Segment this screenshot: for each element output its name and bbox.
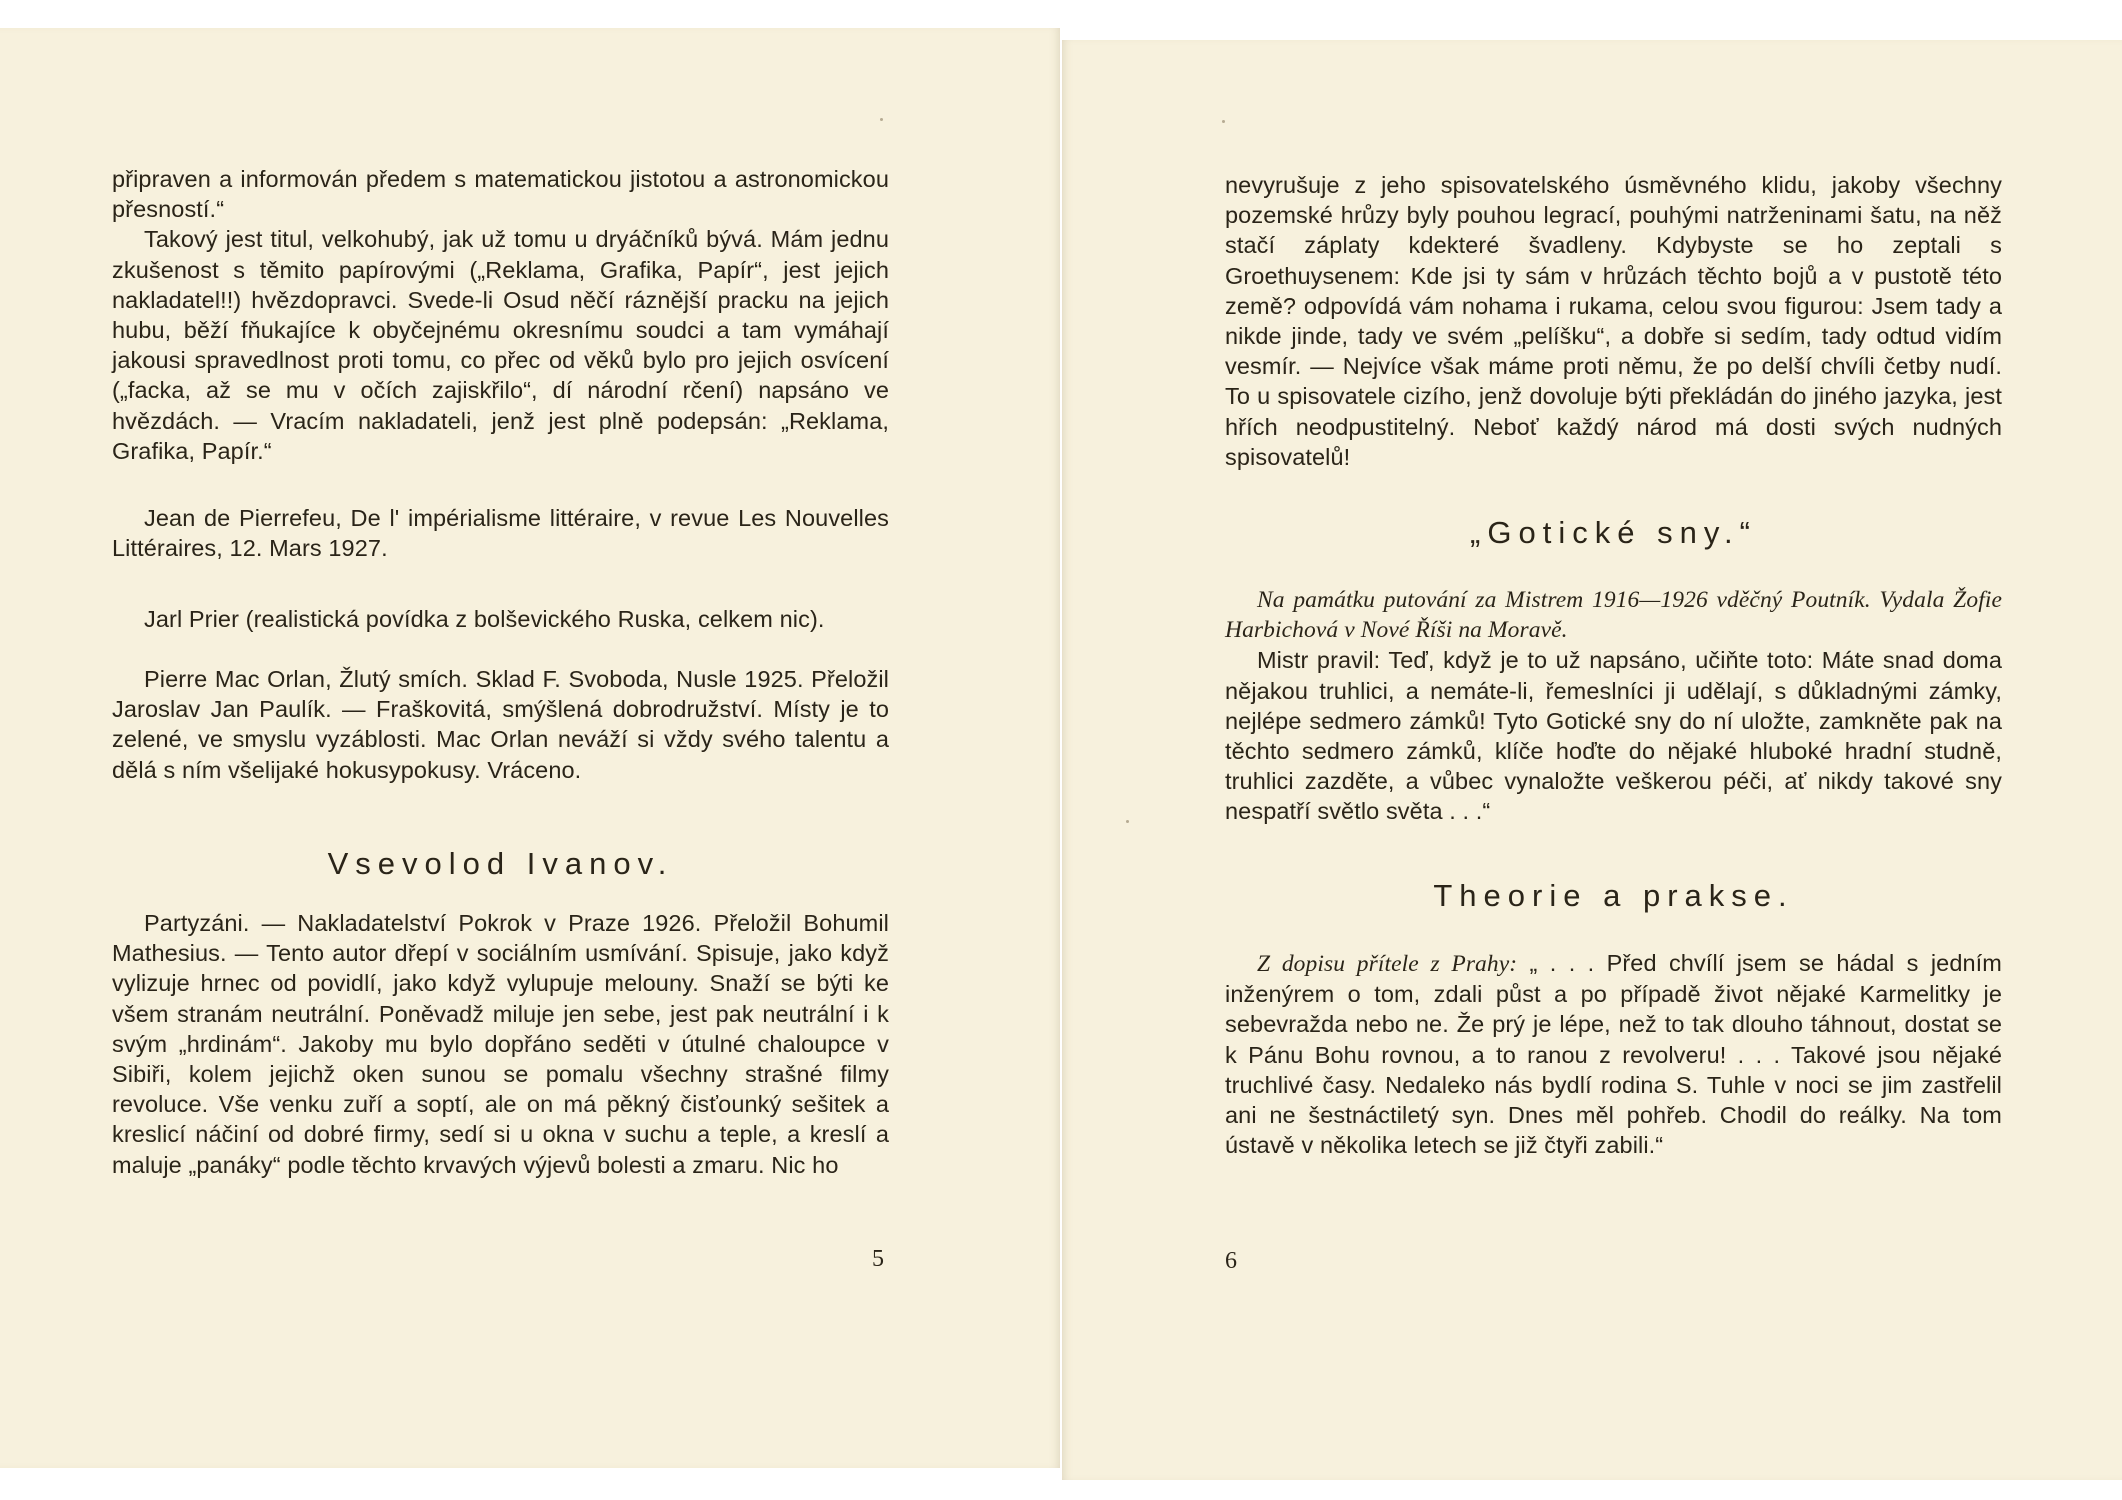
page-number-right: 6	[1225, 1248, 1237, 1274]
page-number-left: 5	[872, 1246, 884, 1272]
ivanov-review: Partyzáni. — Nakladatelství Pokrok v Praze 1926. Přeložil Bohumil Mathesius. — Tento autor dřepí v sociálním usmívání. Spisuje, jako když vylizuje hrnec od povidlí, jako když vylupuje melouny. Snaží se býti ke všem stranám neutrální. Poněvadž miluje jen sebe, jest pak neutrální i k svým „hrdinám“. Jakoby mu bylo dopřáno seděti v útulné chaloupce v Sibiři, kolem jejichž oken sunou se pomalu všechny strašné filmy revoluce. Vše venku zuří a soptí, ale on má pěkný čisťounký sešitek a kreslicí náčiní od dobré firmy, sedí si u okna v suchu a teple, a kreslí a maluje „panáky“ podle těchto krvavých výjevů bolesti a zmaru. Nic ho	[112, 910, 889, 1178]
right-block-1	[1225, 170, 2002, 472]
letter-lead: Z dopisu přítele z Prahy:	[1257, 951, 1518, 977]
left-paragraph-1: připraven a informován předem s matematickou jistotou a astronomickou přesností.“	[112, 166, 889, 223]
left-paragraph-2: Takový jest titul, velkohubý, jak už tomu u dryáčníků bývá. Mám jednu zkušenost s těmito papírovými („Reklama, Grafika, Papír“, jest jejich nakladatel!!) hvězdopravci. Svede-li Osud něčí ráznější pracku na jejich hubu, běží fňukajíce k obyčejnému okresnímu soudci a tam vymáhají jakousi spravedlnost proti tomu, co přec od věků bylo pro jejich osvícení („facka, až se mu v očích zajiskřilo“, dí národní rčení) napsáno ve hvězdách. — Vracím nakladateli, jenž jest plně podepsán: „Reklama, Grafika, Papír.“	[112, 226, 889, 464]
left-block-5	[112, 908, 889, 1180]
letter-body: „ . . . Před chvílí jsem se hádal s jedním inženýrem o tom, zdali půst a po případě život nějaké Karmelitky je sebevražda nebo ne. Že prý je lépe, než to tak dlouho táhnout, dostat se k Pánu Bohu rovnou, a to ranou z revolveru! . . . Takové jsou nějaké truchlivé časy. Nedaleko nás bydlí rodina S. Tuhle v noci se jim zastřelil ani ne šestnáctiletý syn. Dnes měl pohřeb. Chodil do reálky. Na tom ústavě v několika letech se již čtyři zabili.“	[1225, 950, 2002, 1159]
paper-speck	[880, 118, 883, 121]
mac-orlan-entry: Pierre Mac Orlan, Žlutý smích. Sklad F. Svoboda, Nusle 1925. Přeložil Jaroslav Jan Paulík. — Fraškovitá, smýšlená dobrodružství. Místy je to zelené, ve smyslu vyzáblosti. Mac Orlan neváží si vždy svého talentu a dělá s ním všelijaké hokusypokusy. Vráceno.	[112, 666, 889, 783]
right-page	[1062, 40, 2122, 1480]
pierrefeu-entry: Jean de Pierrefeu, De l' impérialisme littéraire, v revue Les Nouvelles Littéraires, 12. Mars 1927.	[112, 505, 889, 562]
left-page	[0, 28, 1060, 1468]
paper-speck	[1126, 820, 1129, 823]
ivanov-review-continued: nevyrušuje z jeho spisovatelského úsměvného klidu, jakoby všechny pozemské hrůzy byly pouhou legrací, pouhými natrženinami šatu, na něž stačí záplaty kdekteré švadleny. Kdybyste se ho zeptali s Groethuysenem: Kde jsi ty sám v hrůzách těchto bojů a v pustotě této země? odpovídá vám nohama i rukama, celou svou figurou: Jsem tady a nikde jinde, tady ve svém „pelíšku“, a dobře si sedím, tady odtud vidím vesmír. — Nejvíce však máme proti němu, že po delší chvíli četby nudí. To u spisovatele cizího, jenž dovoluje býti překládán do jiného jazyka, jest hřích neodpustitelný. Neboť každý národ má dosti svých nudných spisovatelů!	[1225, 172, 2002, 470]
mistr-quote: Mistr pravil: Teď, když je to už napsáno, učiňte toto: Máte snad doma nějakou truhlici, a nemáte-li, řemeslníci ji udělají, s důkladnými zámky, nejlépe sedmero zámků! Tyto Gotické sny do ní uložte, zamkněte pak na těchto sedmero zámků, klíče hoďte do nějaké hluboké hradní studně, truhlici zazděte, a vůbec vynaložte veškerou péči, ať nikdy takové sny nespatří světlo světa . . .“	[1225, 647, 2002, 825]
left-block-3	[112, 604, 889, 634]
left-block-4	[112, 664, 889, 785]
right-block-3	[1225, 948, 2002, 1160]
section-heading-theorie-a-prakse: Theorie a prakse.	[1433, 878, 1794, 913]
left-block-1	[112, 164, 889, 466]
left-block-2	[112, 503, 889, 563]
prier-entry: Jarl Prier (realistická povídka z bolševického Ruska, celkem nic).	[144, 606, 825, 632]
letter-paragraph	[1225, 948, 2002, 1160]
right-block-2	[1225, 585, 2002, 827]
section-heading-ivanov: Vsevolod Ivanov.	[327, 846, 674, 881]
dedication-text: Na památku putování za Mistrem 1916—1926 vděčný Poutník. Vydala Žofie Harbichová v Nové Říši na Moravě.	[1225, 587, 2002, 644]
paper-speck	[1222, 120, 1225, 123]
section-heading-goticke-sny: „Gotické sny.“	[1470, 515, 1757, 550]
